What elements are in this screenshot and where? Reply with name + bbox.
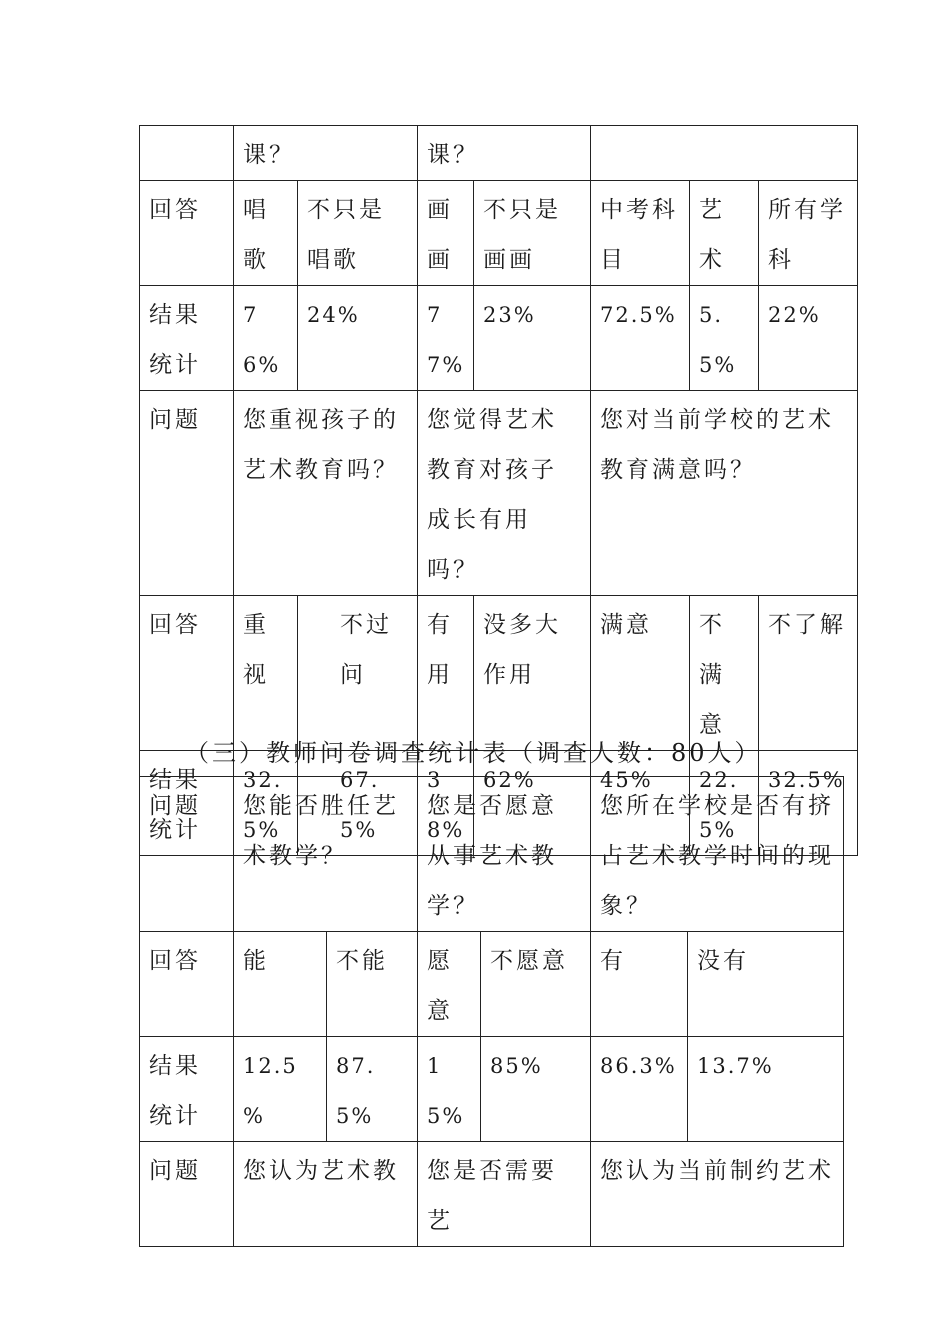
result-cell: 45% bbox=[591, 751, 690, 856]
answer-cell: 唱歌 bbox=[234, 181, 298, 286]
result-cell: 38% bbox=[418, 751, 474, 856]
answer-cell: 不只是唱歌 bbox=[298, 181, 418, 286]
answer-cell: 不愿意 bbox=[481, 932, 591, 1037]
question-cell: 您对当前学校的艺术教育满意吗？ bbox=[591, 391, 858, 596]
result-cell: 22% bbox=[759, 286, 858, 391]
question-cell: 您重视孩子的艺术教育吗？ bbox=[234, 391, 418, 596]
result-cell: 77% bbox=[418, 286, 474, 391]
row-header: 问题 bbox=[140, 391, 234, 596]
question-cell: 您能否胜任艺术教学？ bbox=[234, 777, 418, 932]
question-cell: 您觉得艺术教育对孩子成长有用吗？ bbox=[418, 391, 591, 596]
answer-cell: 满意 bbox=[591, 596, 690, 751]
question-cell: 课？ bbox=[418, 126, 591, 181]
result-cell: 86.3% bbox=[591, 1037, 688, 1142]
section-caption: （三）教师问卷调查统计表（调查人数：80人） bbox=[185, 739, 762, 767]
row-header: 结果统计 bbox=[140, 286, 234, 391]
answer-cell: 画画 bbox=[418, 181, 474, 286]
row-header: 结果统计 bbox=[140, 751, 234, 856]
question-cell: 您是否需要艺 bbox=[418, 1142, 591, 1247]
answer-cell: 有 bbox=[591, 932, 688, 1037]
row-header: 结果统计 bbox=[140, 1037, 234, 1142]
answer-cell: 愿意 bbox=[418, 932, 481, 1037]
result-cell: 85% bbox=[481, 1037, 591, 1142]
result-cell: 32.5% bbox=[234, 751, 298, 856]
question-cell bbox=[591, 126, 858, 181]
result-cell: 5.5% bbox=[690, 286, 759, 391]
question-cell: 您认为艺术教 bbox=[234, 1142, 418, 1247]
result-cell: 32.5% bbox=[759, 751, 858, 856]
row-header: 问题 bbox=[140, 1142, 234, 1247]
question-cell: 课？ bbox=[234, 126, 418, 181]
answer-cell: 艺术 bbox=[690, 181, 759, 286]
question-cell: 您所在学校是否有挤占艺术教学时间的现象？ bbox=[591, 777, 844, 932]
cell bbox=[140, 126, 234, 181]
answer-cell: 不满意 bbox=[690, 596, 759, 751]
answer-cell: 不过问 bbox=[298, 596, 418, 751]
row-header: 回答 bbox=[140, 181, 234, 286]
row-header: 回答 bbox=[140, 596, 234, 751]
result-cell: 72.5% bbox=[591, 286, 690, 391]
answer-cell: 没有 bbox=[688, 932, 844, 1037]
result-cell: 15% bbox=[418, 1037, 481, 1142]
answer-cell: 没多大作用 bbox=[474, 596, 591, 751]
result-cell: 24% bbox=[298, 286, 418, 391]
result-cell: 23% bbox=[474, 286, 591, 391]
row-header: 问题 bbox=[140, 777, 234, 932]
answer-cell: 不只是画画 bbox=[474, 181, 591, 286]
answer-cell: 所有学科 bbox=[759, 181, 858, 286]
question-cell: 您认为当前制约艺术 bbox=[591, 1142, 844, 1247]
answer-cell: 中考科目 bbox=[591, 181, 690, 286]
row-header: 回答 bbox=[140, 932, 234, 1037]
answer-cell: 重视 bbox=[234, 596, 298, 751]
result-cell: 12.5 % bbox=[234, 1037, 327, 1142]
result-cell: 13.7% bbox=[688, 1037, 844, 1142]
result-cell: 76% bbox=[234, 286, 298, 391]
answer-cell: 有用 bbox=[418, 596, 474, 751]
result-cell: 87.5% bbox=[327, 1037, 418, 1142]
answer-cell: 能 bbox=[234, 932, 327, 1037]
teacher-survey-table bbox=[139, 776, 844, 1247]
result-cell: 62% bbox=[474, 751, 591, 856]
result-cell: 22.5% bbox=[690, 751, 759, 856]
question-cell: 您是否愿意从事艺术教学？ bbox=[418, 777, 591, 932]
answer-cell: 不能 bbox=[327, 932, 418, 1037]
answer-cell: 不了解 bbox=[759, 596, 858, 751]
result-cell: 67.5% bbox=[298, 751, 418, 856]
